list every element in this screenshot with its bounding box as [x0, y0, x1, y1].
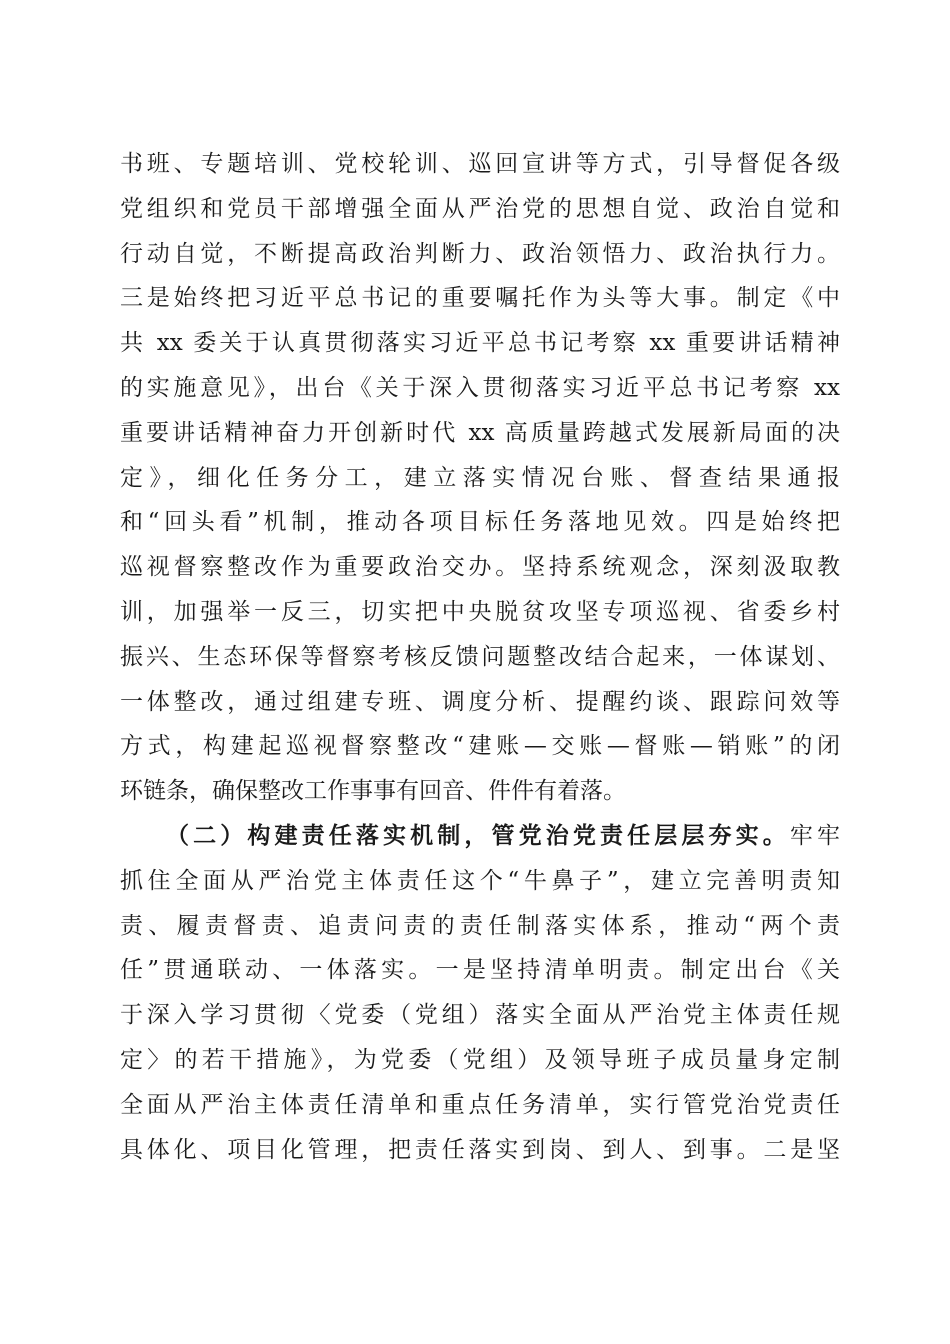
text-line: 训，加强举一反三，切实把中央脱贫攻坚专项巡视、省委乡村 — [120, 598, 840, 625]
text-line: 行动自觉，不断提高政治判断力、政治领悟力、政治执行力。 — [120, 240, 840, 267]
text-line: 巡视督察整改作为重要政治交办。坚持系统观念，深刻汲取教 — [120, 554, 840, 581]
text-line: 和“回头看”机制，推动各项目标任务落地见效。四是始终把 — [120, 509, 840, 536]
text-line: 定》，细化任务分工，建立落实情况台账、督查结果通报 — [120, 464, 840, 491]
text-line: 书班、专题培训、党校轮训、巡回宣讲等方式，引导督促各级 — [120, 151, 840, 177]
text-line: 三是始终把习近平总书记的重要嘱托作为头等大事。制定《中 — [120, 285, 840, 312]
text-line: 任”贯通联动、一体落实。一是坚持清单明责。制定出台《关 — [120, 957, 840, 984]
text-line: 共 xx 委关于认真贯彻落实习近平总书记考察 xx 重要讲话精神 — [120, 330, 840, 357]
text-line: 具体化、项目化管理，把责任落实到岗、到人、到事。二是坚 — [120, 1136, 840, 1163]
text-line: 定〉的若干措施》，为党委（党组）及领导班子成员量身定制 — [120, 1046, 840, 1073]
body-text — [120, 142, 840, 1172]
text-line: 抓住全面从严治党主体责任这个“牛鼻子”，建立完善明责知 — [120, 867, 840, 894]
text-line: 党组织和党员干部增强全面从严治党的思想自觉、政治自觉和 — [120, 195, 840, 222]
section-heading-line — [120, 814, 840, 859]
text-line: 一体整改，通过组建专班、调度分析、提醒约谈、跟踪问效等 — [120, 688, 840, 715]
text-line: 于深入学习贯彻〈党委（党组）落实全面从严治党主体责任规 — [120, 1002, 840, 1029]
text-line: 全面从严治主体责任清单和重点任务清单，实行管党治党责任 — [120, 1091, 840, 1118]
text-line: 责、履责督责、追责问责的责任制落实体系，推动“两个责 — [120, 912, 840, 939]
text-line: 振兴、生态环保等督察考核反馈问题整改结合起来，一体谋划、 — [120, 643, 840, 670]
text-line: 环链条，确保整改工作事事有回音、件件有着落。 — [120, 778, 626, 805]
text-line: 重要讲话精神奋力开创新时代 xx 高质量跨越式发展新局面的决 — [120, 419, 840, 446]
text-line: 的实施意见》，出台《关于深入贯彻落实习近平总书记考察 xx — [120, 374, 840, 401]
text-line: 方式，构建起巡视督察整改“建账—交账—督账—销账”的闭 — [120, 733, 840, 760]
section-heading-continuation: 牢牢 — [789, 822, 840, 849]
section-heading: （二）构建责任落实机制，管党治党责任层层夯实。 — [166, 821, 790, 849]
